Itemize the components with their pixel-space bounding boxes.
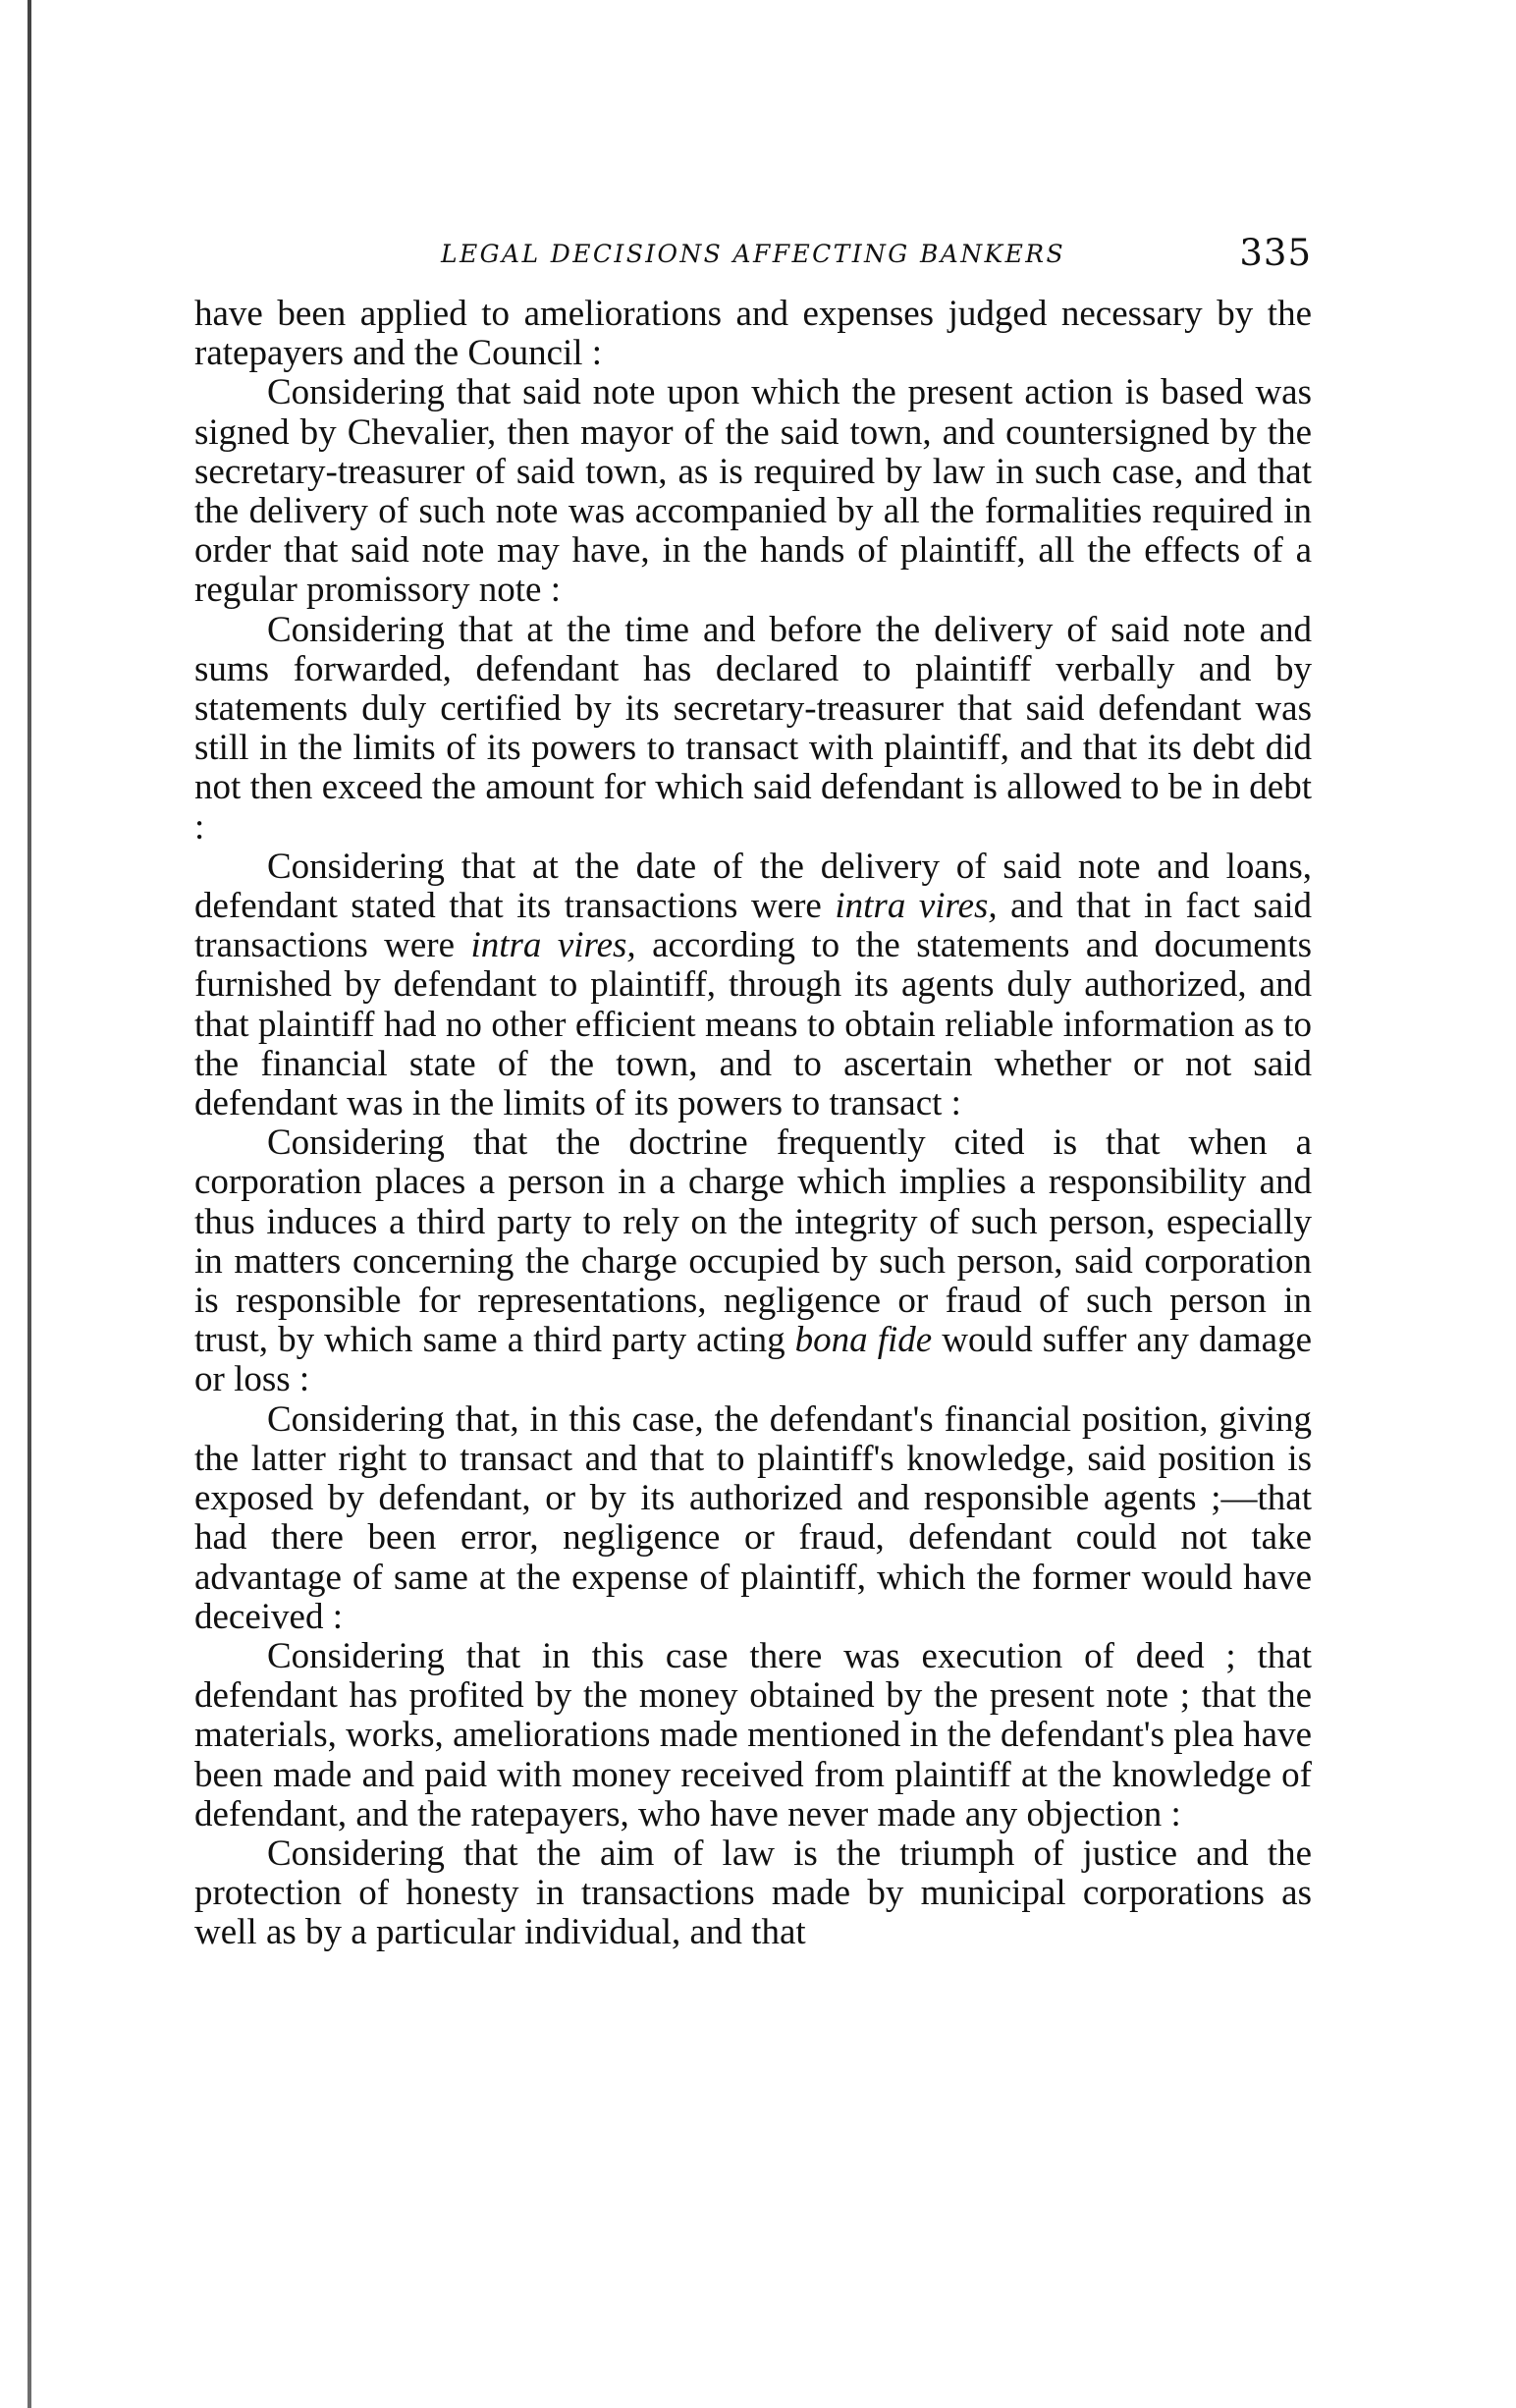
paragraph-text: Considering that at the date of the delivery of said note and loans, defendant stated that its transactions were [194, 846, 1312, 927]
paragraph-text: Considering that the doctrine frequently cited is that when a corporation places a person in a charge which implies a responsibility and thus induces a third party to rely on the integrity of such person, especially in matters concerning the charge occupied by such person, said corporation is responsible for representations, negligence or fraud of such person in trust, by which same a third party acting [194, 1122, 1312, 1361]
paragraph-text: Considering that, in this case, the defendant's financial position, giving the latter right to transact and that to plaintiff's knowledge, said position is exposed by defendant, or by its authorized and responsible agents ;—that had there been error, negligence or fraud, defendant could not take advantage of same at the expense of plaintiff, which the former would have deceived : [194, 1398, 1312, 1637]
paragraph-text: would suffer any damage or loss : [194, 1320, 1312, 1400]
paragraph-text: according to the statements and documents furnished by defendant to plaintiff, through its agents duly authorized, and that plaintiff had no other efficient means to obtain reliable information as to the financial state of the town, and to ascertain whether or not said defendant was in the limits of its powers to transact : [194, 925, 1312, 1124]
running-head [194, 232, 1312, 281]
paragraph-text: have been applied to ameliorations and expenses judged necessary by the ratepayers and the Council : [194, 294, 1312, 374]
paragraph [194, 848, 1312, 1123]
italic-term: intra vires, [835, 886, 998, 927]
paragraph [194, 373, 1312, 610]
paragraph [194, 1123, 1312, 1399]
page-number: 335 [1239, 232, 1312, 274]
paragraph-text: Considering that at the time and before the delivery of said note and sums forwarded, defendant has declared to plaintiff verbally and by statements duly certified by its secretary-treasurer that said defendant was still in the limits of its powers to transact with plaintiff, and that its debt did not then exceed the amount for which said defendant is allowed to be in debt : [194, 609, 1312, 848]
body-text [194, 295, 1312, 1953]
paragraph-text: Considering that the aim of law is the triumph of justice and the protection of honesty in transactions made by municipal corporations as well as by a particular individual, and that [194, 1833, 1312, 1953]
paragraph [194, 611, 1312, 848]
paragraph-text: Considering that in this case there was execution of deed ; that defendant has profited by the money obtained by the present note ; that the materials, works, ameliorations made mentioned in the defendant's plea have been made and paid with money received from plaintiff at the knowledge of defendant, and the ratepayers, who have never made any objection : [194, 1635, 1312, 1834]
paragraph [194, 1834, 1312, 1953]
paragraph-text: Considering that said note upon which the present action is based was signed by Chevalier, then mayor of the said town, and countersigned by the secretary-treasurer of said town, as is required by law in such case, and that the delivery of such note was accompanied by all the formalities required in order that said note may have, in the hands of plaintiff, all the effects of a regular promissory note : [194, 372, 1312, 611]
paragraph [194, 1637, 1312, 1834]
paragraph-text: and that in fact said transactions were [194, 886, 1312, 966]
italic-term: bona fide [794, 1320, 933, 1361]
italic-term: intra vires, [470, 925, 636, 966]
paragraph [194, 1400, 1312, 1637]
binding-edge [27, 0, 31, 2408]
paragraph [194, 295, 1312, 373]
running-title: LEGAL DECISIONS AFFECTING BANKERS [440, 240, 1065, 268]
